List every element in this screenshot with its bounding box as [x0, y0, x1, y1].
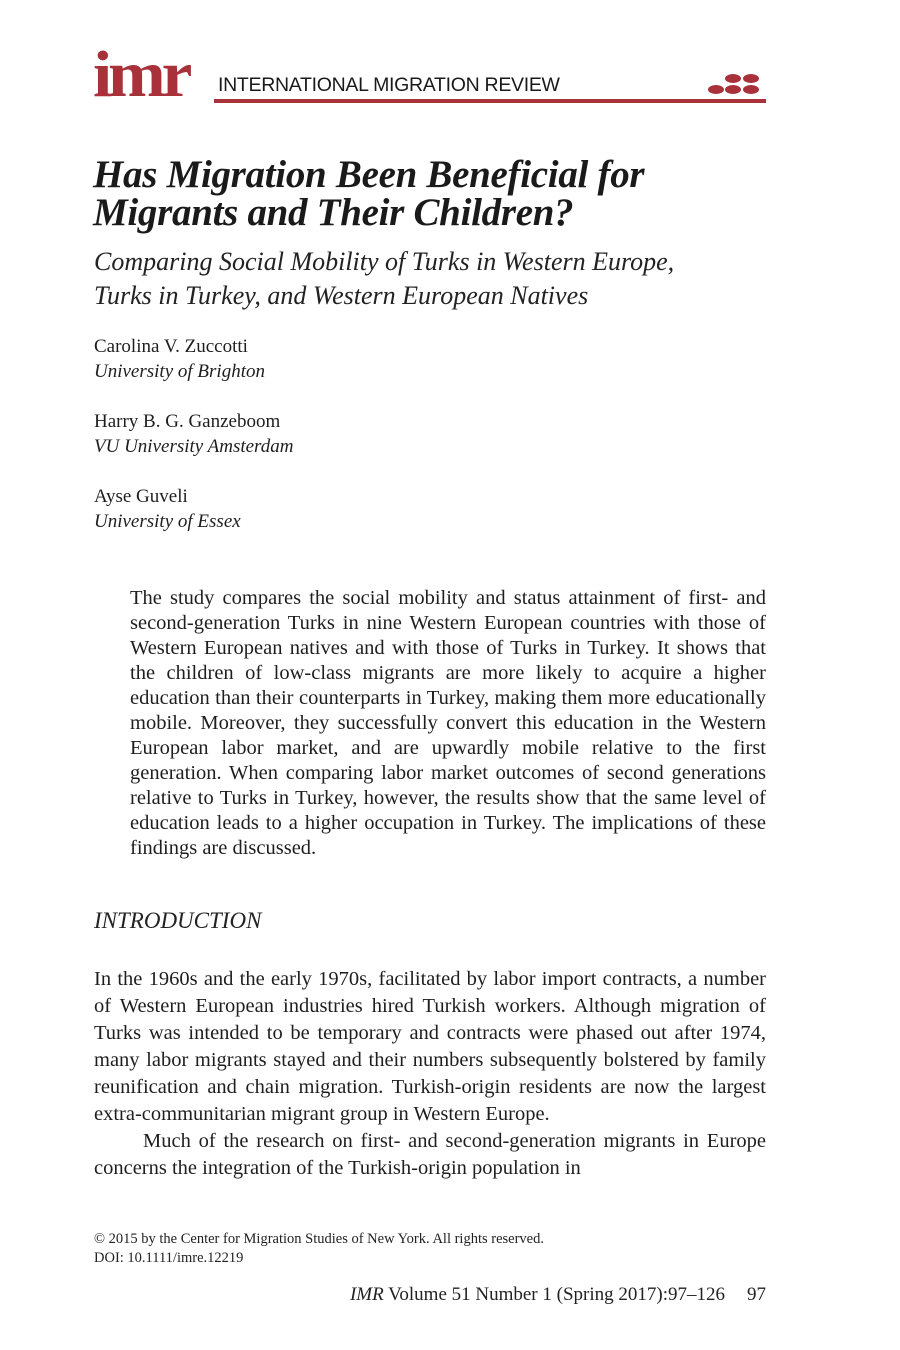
paragraph: In the 1960s and the early 1970s, facilitated by labor import contracts, a number of Western European industries hired Turkish workers. Although migration of Turks was intended to be temporary and contracts were phased out after 1974, many labor migrants stayed and their numbers subsequently bolstered by family reunification and chain migration. Turkish-origin residents are now the largest extra-communitarian migrant group in Western Europe. — [94, 968, 766, 1125]
author-affiliation: University of Essex — [94, 511, 241, 532]
paragraph: Much of the research on first- and second-generation migrants in Europe concerns the integration of the Turkish-origin population in — [94, 1130, 766, 1179]
article-subtitle — [94, 245, 794, 313]
subtitle-line-2: Turks in Turkey, and Western European Natives — [94, 281, 589, 310]
subtitle-line-1: Comparing Social Mobility of Turks in Western Europe, — [94, 247, 675, 276]
title-line-1: Has Migration Been Beneficial for — [93, 153, 645, 196]
author-entry — [94, 409, 494, 459]
author-list — [94, 334, 494, 559]
introduction-body — [94, 966, 766, 1182]
page-footer — [350, 1284, 766, 1306]
article-title — [93, 153, 793, 234]
author-affiliation: VU University Amsterdam — [94, 436, 294, 457]
journal-name: INTERNATIONAL MIGRATION REVIEW — [218, 74, 560, 96]
copyright-footnote — [94, 1230, 544, 1268]
doi-text: DOI: 10.1111/imre.12219 — [94, 1250, 244, 1266]
author-entry — [94, 484, 494, 534]
citation: Volume 51 Number 1 (Spring 2017):97–126 — [383, 1284, 725, 1305]
journal-masthead — [93, 38, 766, 111]
dots-emblem-icon — [708, 74, 764, 98]
header-rule — [214, 99, 766, 103]
imr-logo — [93, 38, 189, 111]
logo-text: imr — [93, 38, 189, 111]
section-heading-introduction: INTRODUCTION — [94, 908, 262, 933]
author-name: Carolina V. Zuccotti — [94, 336, 248, 357]
abstract: The study compares the social mobility and status attainment of first- and second-generation Turks in nine Western European countries with those of Western European natives and with those of Turks in Turkey. It shows that the children of low-class migrants are more likely to acquire a higher education than their counterparts in Turkey, making them more educationally mobile. Moreover, they successfully convert this education in the Western European labor market, and are upwardly mobile relative to the first generation. When comparing labor market outcomes of second generations relative to Turks in Turkey, however, the results show that the same level of education leads to a higher occupation in Turkey. The implications of these findings are discussed. — [130, 587, 766, 859]
author-affiliation: University of Brighton — [94, 361, 265, 382]
author-name: Ayse Guveli — [94, 486, 188, 507]
author-name: Harry B. G. Ganzeboom — [94, 411, 281, 432]
page-number: 97 — [747, 1284, 766, 1305]
author-entry — [94, 334, 494, 384]
copyright-text: © 2015 by the Center for Migration Studies of New York. All rights reserved. — [94, 1231, 544, 1247]
journal-abbrev: IMR — [349, 1284, 384, 1305]
title-line-2: Migrants and Their Children? — [93, 191, 574, 234]
